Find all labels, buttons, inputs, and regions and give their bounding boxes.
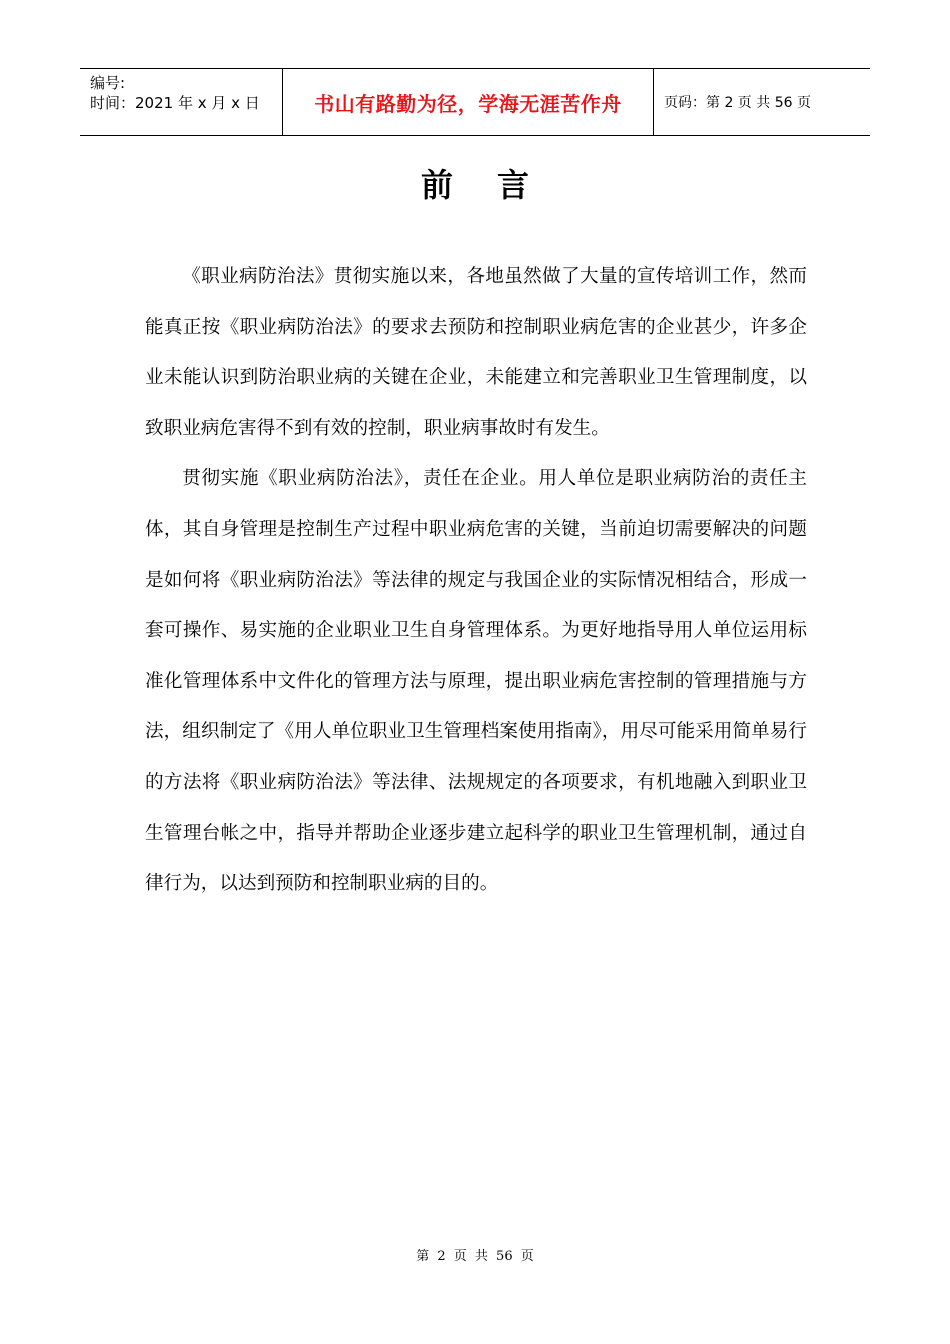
paragraph-1: 《职业病防治法》贯彻实施以来，各地虽然做了大量的宣传培训工作，然而能真正按《职业病防治法》的要求去预防和控制职业病危害的企业甚少，许多企业未能认识到防治职业病的关键在企业，未能建立和完善职业卫生管理制度，以致职业病危害得不到有效的控制，职业病事故时有发生。 [145, 266, 807, 439]
page-title: 前言 [420, 166, 573, 204]
header-page-cell [654, 69, 870, 135]
document-header [80, 68, 870, 136]
header-meta-cell [80, 69, 282, 135]
document-body [145, 252, 807, 910]
header-motto-cell [282, 69, 654, 135]
paragraph-2: 贯彻实施《职业病防治法》，责任在企业。用人单位是职业病防治的责任主体，其自身管理是控制生产过程中职业病危害的关键，当前迫切需要解决的问题是如何将《职业病防治法》等法律的规定与我国企业的实际情况相结合，形成一套可操作、易实施的企业职业卫生自身管理体系。为更好地指导用人单位运用标准化管理体系中文件化的管理方法与原理，提出职业病危害控制的管理措施与方法，组织制定了《用人单位职业卫生管理档案使用指南》，用尽可能采用简单易行的方法将《职业病防治法》等法律、法规规定的各项要求，有机地融入到职业卫生管理台帐之中，指导并帮助企业逐步建立起科学的职业卫生管理机制，通过自律行为，以达到预防和控制职业病的目的。 [145, 468, 807, 895]
document-time-label: 时间：2021 年 x 月 x 日 [90, 94, 260, 112]
document-number-label: 编号: [90, 74, 126, 92]
page-info: 页码：第 2 页 共 56 页 [664, 95, 811, 111]
page-footer: 第 2 页 共 56 页 [416, 1249, 534, 1264]
motto-text: 书山有路勤为径，学海无涯苦作舟 [314, 91, 622, 116]
